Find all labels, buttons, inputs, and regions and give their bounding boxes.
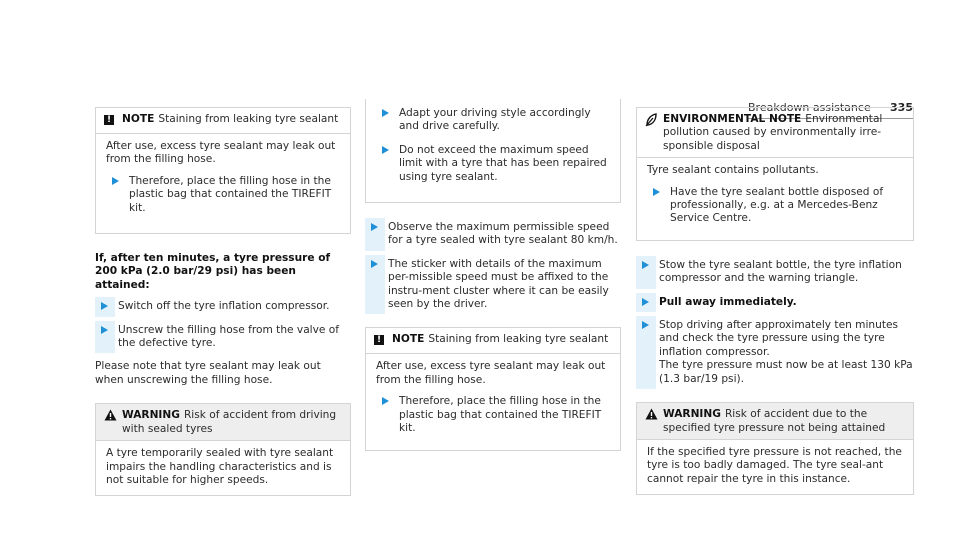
triangle-arrow-icon — [382, 109, 389, 117]
warning-triangle-icon — [104, 409, 117, 421]
step-item: Pull away immediately. — [636, 296, 914, 309]
note-header — [366, 328, 620, 354]
note-box — [365, 327, 621, 450]
note-text: After use, excess tyre sealant may leak out from the filling hose. — [106, 140, 336, 166]
warning-header — [637, 403, 913, 440]
triangle-arrow-icon — [371, 260, 378, 268]
note-step: Therefore, place the filling hose in the plastic bag that contained the TIREFIT kit. — [376, 395, 610, 435]
section-title: Breakdown assistance — [748, 101, 871, 114]
warning-box — [95, 403, 351, 496]
environmental-note-title: Environmental pollution caused by environmentally irre-sponsible disposal — [663, 113, 883, 152]
warning-header — [96, 404, 350, 441]
note-text: After use, excess tyre sealant may leak out from the filling hose. — [376, 360, 606, 386]
note-box — [95, 107, 351, 234]
column-left — [95, 107, 351, 510]
triangle-arrow-icon — [642, 298, 649, 306]
note-label: NOTE — [392, 333, 425, 346]
step-item: Switch off the tyre inflation compressor. — [95, 300, 351, 313]
triangle-arrow-icon — [653, 188, 660, 196]
triangle-arrow-icon — [112, 177, 119, 185]
exclamation-square-icon: ! — [374, 335, 384, 345]
triangle-arrow-icon — [101, 302, 108, 310]
environmental-note-text: Tyre sealant contains pollutants. — [647, 164, 819, 177]
column-middle — [365, 99, 621, 465]
environment-leaf-icon — [645, 113, 658, 127]
box-step: Adapt your driving style accordingly and drive carefully. — [376, 107, 610, 134]
note-title: Staining from leaking tyre sealant — [428, 333, 609, 346]
warning-triangle-icon — [645, 408, 658, 420]
note-header — [96, 108, 350, 134]
warning-label: WARNING — [122, 409, 180, 422]
column-right — [636, 107, 914, 509]
warning-text: If the specified tyre pressure is not reached, the tyre is too badly damaged. The tyre seal-ant cannot repair the tyre in this instance. — [647, 445, 902, 485]
environmental-note-label: ENVIRONMENTAL NOTE — [663, 113, 802, 125]
environmental-note-box — [636, 107, 914, 241]
section-heading: If, after ten minutes, a tyre pressure of 200 kPa (2.0 bar/29 psi) has been attained: — [95, 252, 331, 291]
triangle-arrow-icon — [101, 326, 108, 334]
warning-title: Risk of accident from driving with sealed tyres — [122, 409, 337, 435]
note-step: Have the tyre sealant bottle disposed of professionally, e.g. at a Mercedes-Benz Service Centre. — [647, 186, 903, 226]
environmental-note-header — [637, 108, 913, 158]
triangle-arrow-icon — [642, 321, 649, 329]
triangle-arrow-icon — [382, 146, 389, 154]
step-item: The sticker with details of the maximum per-missible speed must be affixed to the instru-ment cluster where it can be easily seen by the driver. — [365, 258, 621, 312]
box-step: Do not exceed the maximum speed limit with a tyre that has been repaired using tyre sealant. — [376, 144, 610, 184]
triangle-arrow-icon — [642, 261, 649, 269]
paragraph: Please note that tyre sealant may leak out when unscrewing the filling hose. — [95, 360, 321, 386]
warning-box — [636, 402, 914, 495]
warning-text: A tyre temporarily sealed with tyre sealant impairs the handling characteristics and is not suitable for higher speeds. — [106, 447, 334, 486]
note-title: Staining from leaking tyre sealant — [158, 113, 339, 125]
continued-warning-box — [365, 99, 621, 203]
warning-label: WARNING — [663, 408, 721, 421]
triangle-arrow-icon — [371, 223, 378, 231]
page-number: 335 — [890, 101, 913, 114]
note-step: Therefore, place the filling hose in the plastic bag that contained the TIREFIT kit. — [106, 175, 340, 215]
step-item: Unscrew the filling hose from the valve of the defective tyre. — [95, 324, 351, 351]
step-item: Stop driving after approximately ten minutes and check the tyre pressure using the tyre inflation compressor. The tyre pressure must now be at least 130 kPa (1.3 bar/19 psi). — [636, 319, 914, 386]
exclamation-square-icon: ! — [104, 115, 114, 125]
step-item: Observe the maximum permissible speed for a tyre sealed with tyre sealant 80 km/h. — [365, 221, 621, 248]
warning-title: Risk of accident due to the specified tyre pressure not being attained — [663, 408, 886, 434]
triangle-arrow-icon — [382, 397, 389, 405]
note-label: NOTE — [122, 113, 155, 125]
step-item: Stow the tyre sealant bottle, the tyre inflation compressor and the warning triangle. — [636, 259, 914, 286]
